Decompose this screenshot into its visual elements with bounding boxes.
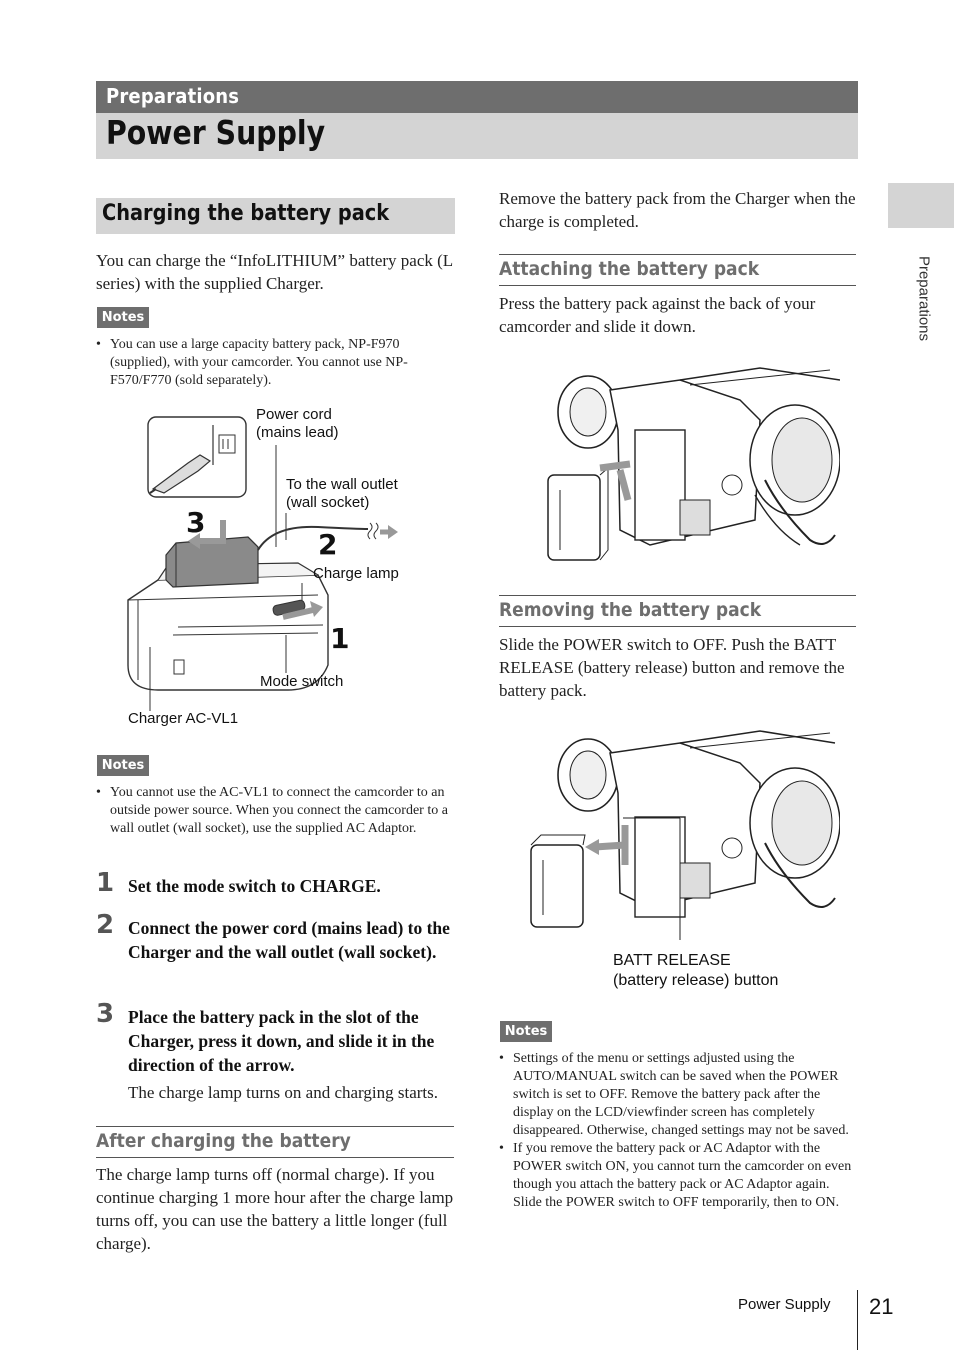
page-title: Power Supply [106,113,326,152]
title-bar [96,113,858,159]
power-cord-line2: (mains lead) [256,424,339,441]
wall-outlet-label [286,476,398,512]
batt-release-line1: BATT RELEASE [613,952,731,969]
page-number: 21 [869,1294,894,1319]
attaching-heading [499,254,856,286]
note-text-3: • Settings of the menu or settings adjusted using the AUTO/MANUAL switch can be saved when the POWER switch is set to OFF. Remove the battery pack after the display on the LCD/viewfinder screen has completely disappeared. Otherwise, changed settings may not be saved. [499,1050,857,1140]
batt-release-line2: (battery release) button [613,972,779,989]
callout-1: 1 [330,622,350,655]
removing-heading [499,595,856,627]
footer-divider [857,1290,858,1350]
step-2-number: 2 [96,910,115,940]
notes-list-right [499,1050,857,1212]
after-charging-heading [96,1126,454,1158]
note-text-4-cont: Slide the POWER switch to OFF temporarily, then to ON. [513,1195,840,1210]
remove-text: Remove the battery pack from the Charger when the charge is completed. [499,189,856,231]
step-1-text: Set the mode switch to CHARGE. [128,876,381,896]
charging-heading-box [96,198,455,234]
wall-outlet-line1: To the wall outlet [286,476,398,493]
charging-heading: Charging the battery pack [102,201,390,226]
camcorder-remove-illustration [525,725,840,940]
notes-label-3: Notes [500,1021,552,1042]
section-title: Preparations [106,84,240,108]
mode-switch-label: Mode switch [260,673,344,690]
step-3-subtext: The charge lamp turns on and charging starts. [128,1083,439,1102]
wall-outlet-line2: (wall socket) [286,494,370,511]
step-2-text: Connect the power cord (mains lead) to the Charger and the wall outlet (wall socket). [128,918,450,962]
note-item [96,336,454,390]
note-text-4: • If you remove the battery pack or AC Adaptor with the POWER switch ON, you cannot turn the camcorder on even though you attach the battery pack or AC Adaptor again. [499,1140,857,1194]
attaching-text: Press the battery pack against the back of your camcorder and slide it down. [499,294,816,336]
note-text: • You can use a large capacity battery pack, NP-F970 (supplied), with your camcorder. You cannot use NP-F570/F770 (sold separately). [96,336,454,390]
power-cord-line1: Power cord [256,406,332,423]
step-3-text: Place the battery pack in the slot of the Charger, press it down, and slide it in the direction of the arrow. [128,1007,435,1075]
removing-text: Slide the POWER switch to OFF. Push the BATT RELEASE (battery release) button and remove the battery pack. [499,635,845,700]
footer-label: Power Supply [738,1296,831,1313]
power-cord-label [256,406,339,442]
step-3-number: 3 [96,999,115,1029]
after-charging-text: The charge lamp turns off (normal charge). If you continue charging 1 more hour after the charge lamp turns off, you can use the battery a little longer (full charge). [96,1165,454,1253]
charge-lamp-label: Charge lamp [313,565,399,582]
notes-label-2: Notes [97,755,149,776]
side-tab [888,183,954,228]
after-charging-heading-text: After charging the battery [96,1130,351,1152]
attaching-heading-text: Attaching the battery pack [499,258,760,280]
note-text-2: • You cannot use the AC-VL1 to connect the camcorder to an outside power source. When you connect the camcorder to a wall outlet (wall socket), use the supplied AC Adaptor. [96,784,454,838]
note-item-2 [96,784,454,838]
batt-release-label [613,951,778,991]
charger-label: Charger AC-VL1 [128,710,239,727]
step-1-number: 1 [96,868,115,898]
callout-2: 2 [318,528,338,561]
camcorder-attach-illustration [540,360,840,570]
charging-intro: You can charge the “InfoLITHIUM” battery pack (L series) with the supplied Charger. [96,251,453,293]
notes-label: Notes [97,307,149,328]
side-tab-label: Preparations [915,255,933,342]
removing-heading-text: Removing the battery pack [499,599,762,621]
section-bar [96,81,858,113]
callout-3: 3 [186,506,206,539]
